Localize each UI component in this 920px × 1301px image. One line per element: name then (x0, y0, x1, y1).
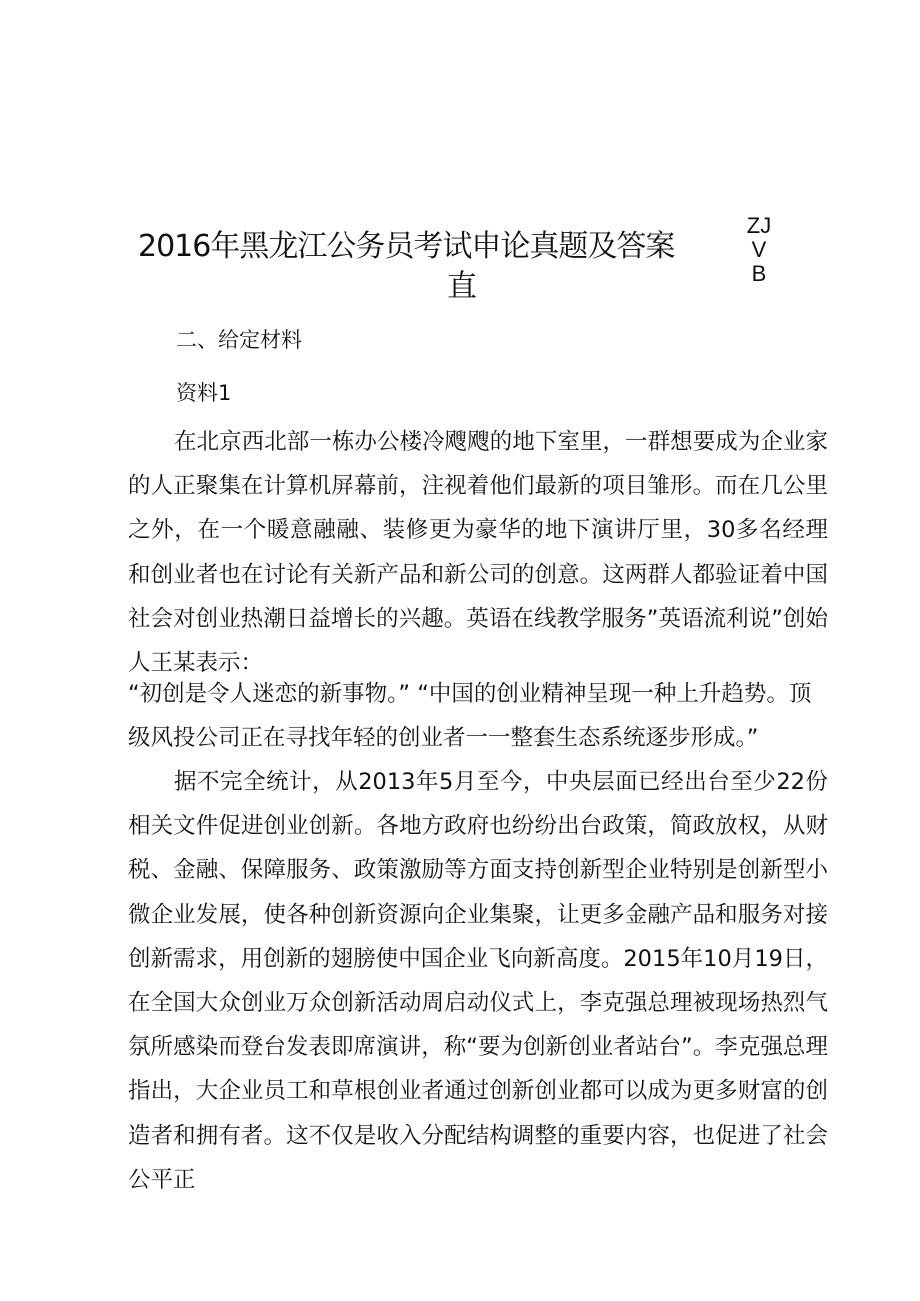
quote-paragraph: “初创是令人迷恋的新事物。” “中国的创业精神呈现一种上升趋势。顶级风投公司正在寻找年轻的创业者一一整套生态系统逐步形成。” (128, 681, 812, 752)
paragraph-2: 据不完全统计，从2013年5月至今，中央层面已经出台至少22份相关文件促进创业创新。各地方政府也纷纷出台政策，简政放权，从财税、金融、保障服务、政策激励等方面支持创新型企业特别是创新型小微企业发展，使各种创新资源向企业集聚，让更多金融产品和服务对接创新需求，用创新的翅膀使中国企业飞向新高度。2015年10月19日，在全国大众创业万众创新活动周启动仪式上，李克强总理被现场热烈气氛所感染而登台发表即席演讲，称“要为创新创业者站台”。李克强总理指出，大企业员工和草根创业者通过创新创业都可以成为更多财富的创造者和拥有者。这不仅是收入分配结构调整的重要内容，也促进了社会公平正 (128, 769, 828, 1193)
side-code-line: ZJ (746, 213, 772, 238)
section-heading: 二、给定材料 (176, 328, 302, 352)
side-code-line: V (751, 237, 767, 262)
paragraph-1: 在北京西北部一栋办公楼冷飕飕的地下室里，一群想要成为企业家的人正聚集在计算机屏幕前，注视着他们最新的项目雏形。而在几公里之外，在一个暖意融融、装修更为豪华的地下演讲厅里，30多名经理和创业者也在讨论有关新产品和新公司的创意。这两群人都验证着中国社会对创业热潮日益增长的兴趣。英语在线教学服务”英语流利说”创始人王某表示： (128, 429, 828, 677)
material-label: 资料1 (176, 381, 232, 405)
document-title-continued: 直 (447, 269, 477, 304)
side-code-mark (744, 214, 774, 286)
side-code-line: B (751, 261, 767, 286)
document-title: 2016年黑龙江公务员考试申论真题及答案 (138, 229, 675, 264)
